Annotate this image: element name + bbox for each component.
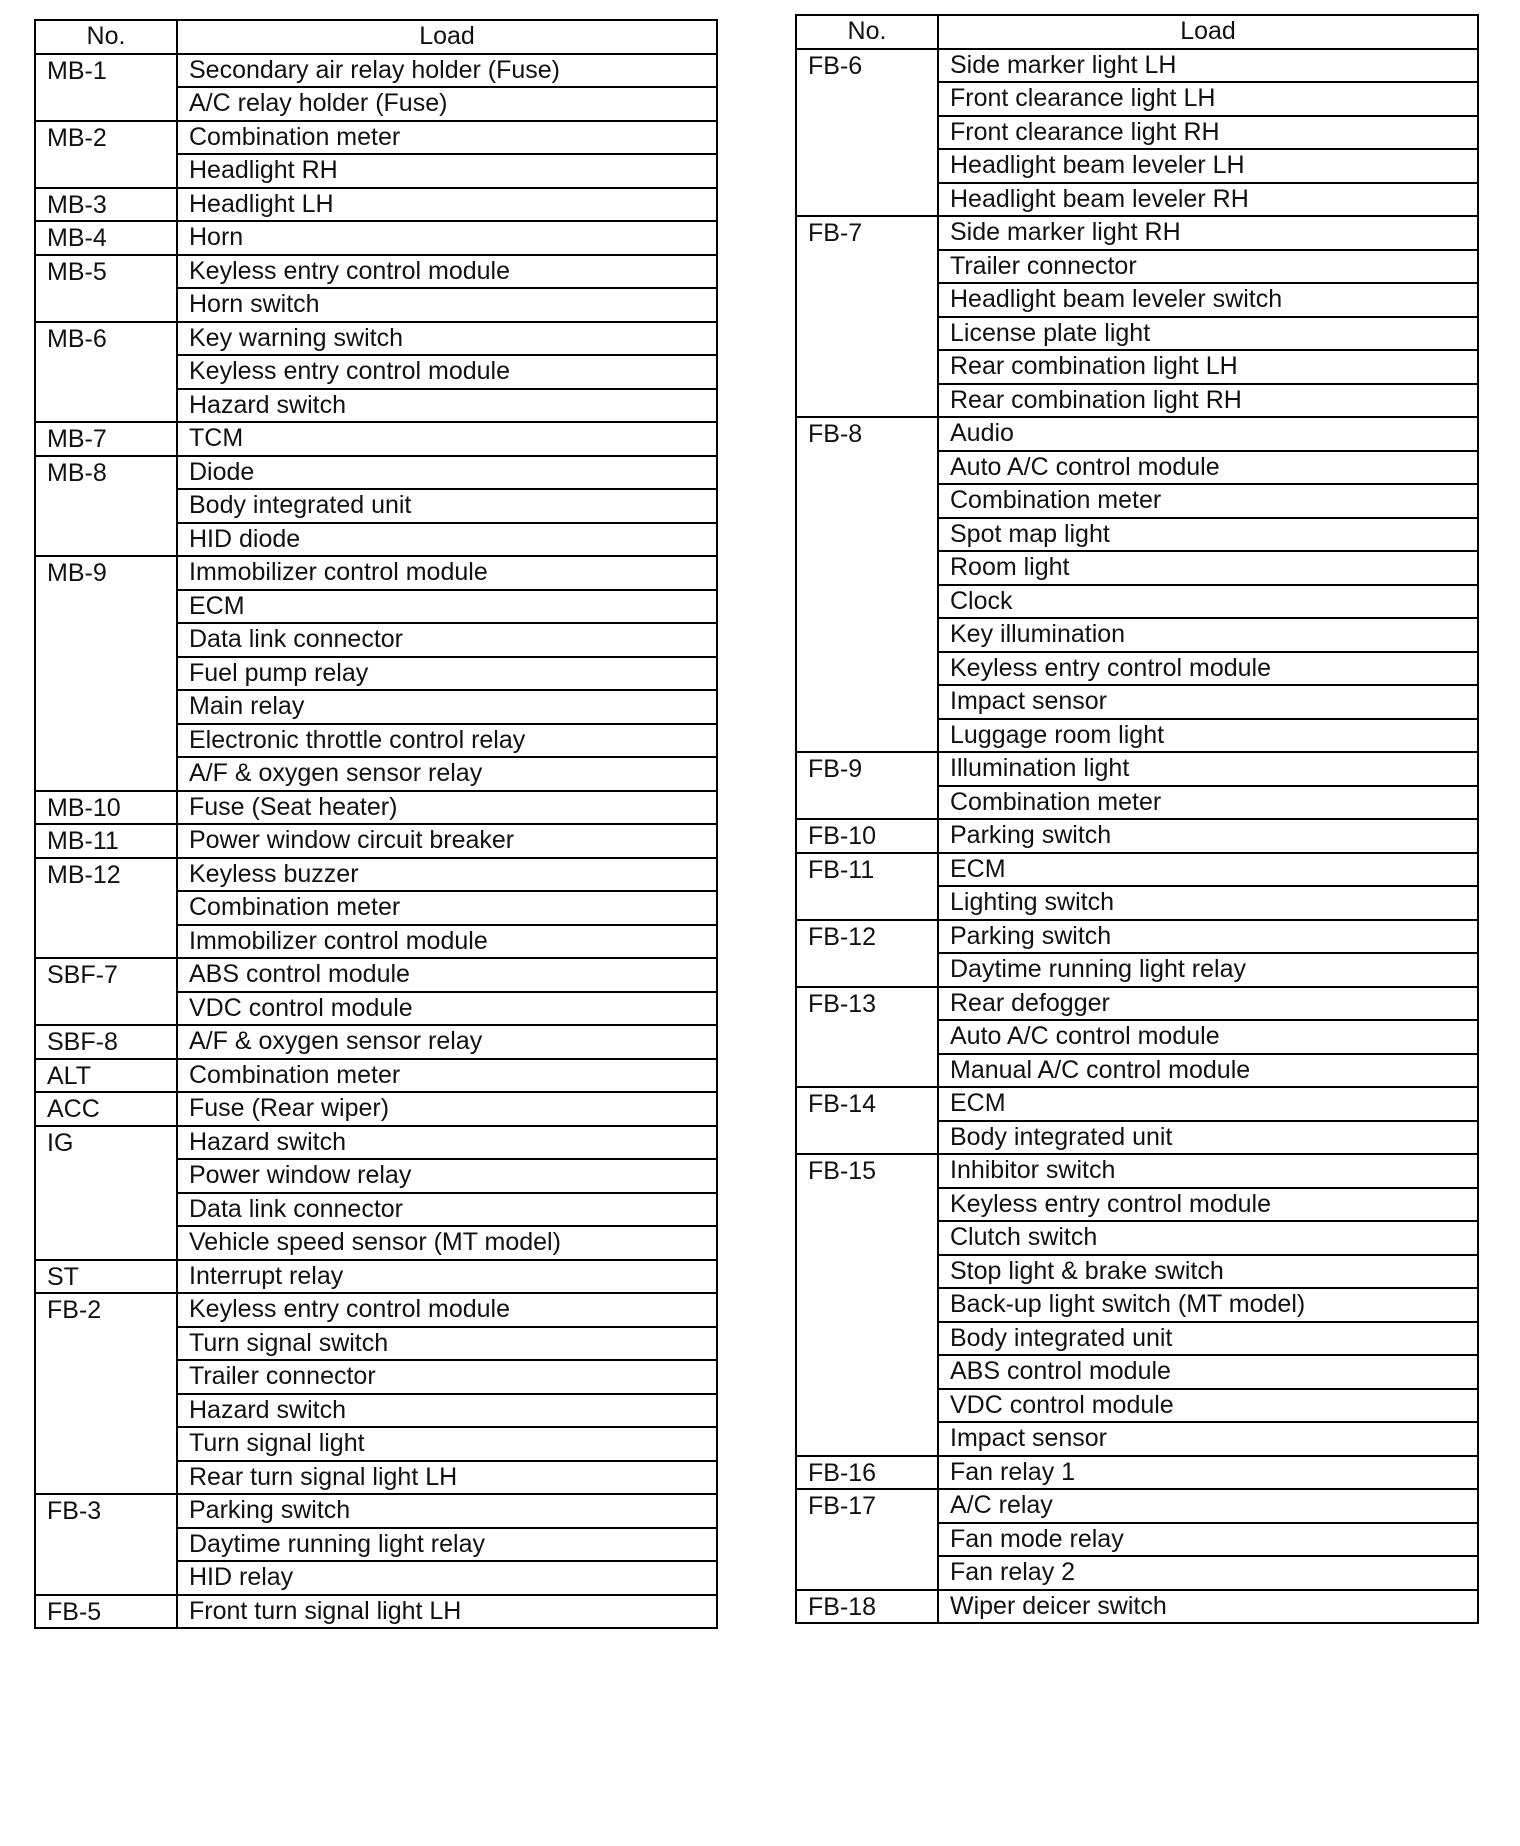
header-no: No. [35, 20, 177, 54]
load-cell: Hazard switch [177, 1394, 717, 1428]
fuse-number-cell: MB-9 [35, 556, 177, 791]
load-cell: Keyless entry control module [177, 1293, 717, 1327]
table-row [35, 791, 717, 825]
table-row [796, 752, 1478, 786]
load-cell: Front clearance light LH [938, 82, 1478, 116]
load-cell: Diode [177, 456, 717, 490]
load-cell: Trailer connector [177, 1360, 717, 1394]
load-cell: Turn signal switch [177, 1327, 717, 1361]
load-cell: Vehicle speed sensor (MT model) [177, 1226, 717, 1260]
load-cell: Impact sensor [938, 1422, 1478, 1456]
table-row [35, 1092, 717, 1126]
header-row [796, 15, 1478, 49]
load-cell: Power window relay [177, 1159, 717, 1193]
table-row [35, 858, 717, 892]
load-cell: Hazard switch [177, 1126, 717, 1160]
table-row [35, 1293, 717, 1327]
fuse-number-cell: MB-10 [35, 791, 177, 825]
load-cell: Fan relay 1 [938, 1456, 1478, 1490]
fuse-number-cell: FB-3 [35, 1494, 177, 1595]
load-cell: Keyless entry control module [177, 255, 717, 289]
load-cell: Inhibitor switch [938, 1154, 1478, 1188]
fuse-number-cell: MB-6 [35, 322, 177, 423]
load-cell: Lighting switch [938, 886, 1478, 920]
load-cell: Fuse (Rear wiper) [177, 1092, 717, 1126]
load-cell: Auto A/C control module [938, 451, 1478, 485]
load-cell: Key warning switch [177, 322, 717, 356]
load-cell: A/F & oxygen sensor relay [177, 757, 717, 791]
fuse-number-cell: FB-7 [796, 216, 938, 417]
load-cell: A/F & oxygen sensor relay [177, 1025, 717, 1059]
load-cell: Clutch switch [938, 1221, 1478, 1255]
table-row [35, 121, 717, 155]
load-cell: Audio [938, 417, 1478, 451]
load-cell: VDC control module [938, 1389, 1478, 1423]
load-cell: Headlight LH [177, 188, 717, 222]
load-cell: License plate light [938, 317, 1478, 351]
load-cell: Manual A/C control module [938, 1054, 1478, 1088]
fuse-load-table-left [34, 19, 718, 1629]
load-cell: Stop light & brake switch [938, 1255, 1478, 1289]
load-cell: Rear combination light RH [938, 384, 1478, 418]
load-cell: Keyless buzzer [177, 858, 717, 892]
load-cell: Power window circuit breaker [177, 824, 717, 858]
load-cell: Parking switch [177, 1494, 717, 1528]
table-row [796, 1087, 1478, 1121]
table-row [796, 49, 1478, 83]
load-cell: Headlight beam leveler LH [938, 149, 1478, 183]
table-row [796, 853, 1478, 887]
fuse-number-cell: FB-16 [796, 1456, 938, 1490]
fuse-number-cell: FB-8 [796, 417, 938, 752]
table-row [35, 1260, 717, 1294]
table-row [35, 1126, 717, 1160]
fuse-number-cell: FB-10 [796, 819, 938, 853]
table-row [35, 188, 717, 222]
table-row [35, 958, 717, 992]
table-row [35, 1059, 717, 1093]
fuse-number-cell: MB-5 [35, 255, 177, 322]
load-cell: Rear defogger [938, 987, 1478, 1021]
fuse-number-cell: MB-2 [35, 121, 177, 188]
load-cell: Spot map light [938, 518, 1478, 552]
header-no: No. [796, 15, 938, 49]
load-cell: Key illumination [938, 618, 1478, 652]
fuse-number-cell: MB-12 [35, 858, 177, 959]
load-cell: Headlight RH [177, 154, 717, 188]
load-cell: Wiper deicer switch [938, 1590, 1478, 1624]
table-row [796, 1590, 1478, 1624]
table-row [796, 216, 1478, 250]
fuse-number-cell: ALT [35, 1059, 177, 1093]
load-cell: Interrupt relay [177, 1260, 717, 1294]
load-cell: TCM [177, 422, 717, 456]
table-row [35, 54, 717, 88]
load-cell: Immobilizer control module [177, 556, 717, 590]
table-row [35, 1494, 717, 1528]
load-cell: A/C relay holder (Fuse) [177, 87, 717, 121]
load-cell: Data link connector [177, 1193, 717, 1227]
fuse-number-cell: FB-11 [796, 853, 938, 920]
table-row [35, 1595, 717, 1629]
fuse-number-cell: MB-4 [35, 221, 177, 255]
load-cell: Parking switch [938, 819, 1478, 853]
table-row [796, 1489, 1478, 1523]
load-cell: HID relay [177, 1561, 717, 1595]
load-cell: Combination meter [177, 891, 717, 925]
load-cell: Secondary air relay holder (Fuse) [177, 54, 717, 88]
load-cell: Body integrated unit [177, 489, 717, 523]
fuse-number-cell: FB-9 [796, 752, 938, 819]
load-cell: Parking switch [938, 920, 1478, 954]
load-cell: Front turn signal light LH [177, 1595, 717, 1629]
load-cell: Headlight beam leveler RH [938, 183, 1478, 217]
load-cell: Side marker light LH [938, 49, 1478, 83]
load-cell: Main relay [177, 690, 717, 724]
fuse-number-cell: FB-14 [796, 1087, 938, 1154]
load-cell: ECM [938, 853, 1478, 887]
load-cell: Daytime running light relay [177, 1528, 717, 1562]
load-cell: Combination meter [177, 121, 717, 155]
load-cell: Combination meter [938, 484, 1478, 518]
load-cell: Immobilizer control module [177, 925, 717, 959]
load-cell: Fan mode relay [938, 1523, 1478, 1557]
table-row [35, 422, 717, 456]
load-cell: Fuel pump relay [177, 657, 717, 691]
load-cell: Keyless entry control module [938, 1188, 1478, 1222]
table-row [35, 322, 717, 356]
load-cell: Clock [938, 585, 1478, 619]
fuse-number-cell: FB-6 [796, 49, 938, 217]
load-cell: HID diode [177, 523, 717, 557]
fuse-number-cell: FB-18 [796, 1590, 938, 1624]
fuse-number-cell: ST [35, 1260, 177, 1294]
load-cell: ECM [177, 590, 717, 624]
fuse-number-cell: SBF-8 [35, 1025, 177, 1059]
load-cell: Luggage room light [938, 719, 1478, 753]
fuse-number-cell: MB-3 [35, 188, 177, 222]
fuse-number-cell: FB-17 [796, 1489, 938, 1590]
load-cell: Room light [938, 551, 1478, 585]
load-cell: VDC control module [177, 992, 717, 1026]
fuse-number-cell: MB-1 [35, 54, 177, 121]
load-cell: Fuse (Seat heater) [177, 791, 717, 825]
table-row [796, 920, 1478, 954]
header-load: Load [177, 20, 717, 54]
table-row [35, 221, 717, 255]
load-cell: Side marker light RH [938, 216, 1478, 250]
fuse-number-cell: FB-12 [796, 920, 938, 987]
table-row [796, 819, 1478, 853]
load-cell: Headlight beam leveler switch [938, 283, 1478, 317]
fuse-load-table-right [795, 14, 1479, 1624]
load-cell: Rear combination light LH [938, 350, 1478, 384]
load-cell: Front clearance light RH [938, 116, 1478, 150]
load-cell: ABS control module [177, 958, 717, 992]
fuse-number-cell: FB-13 [796, 987, 938, 1088]
fuse-number-cell: MB-7 [35, 422, 177, 456]
table-row [796, 987, 1478, 1021]
header-row [35, 20, 717, 54]
load-cell: Body integrated unit [938, 1121, 1478, 1155]
fuse-number-cell: FB-2 [35, 1293, 177, 1494]
header-load: Load [938, 15, 1478, 49]
load-cell: Keyless entry control module [938, 652, 1478, 686]
load-cell: ECM [938, 1087, 1478, 1121]
load-cell: Impact sensor [938, 685, 1478, 719]
load-cell: Illumination light [938, 752, 1478, 786]
load-cell: Horn [177, 221, 717, 255]
fuse-number-cell: FB-15 [796, 1154, 938, 1456]
table-row [796, 417, 1478, 451]
load-cell: Keyless entry control module [177, 355, 717, 389]
load-cell: Hazard switch [177, 389, 717, 423]
fuse-number-cell: ACC [35, 1092, 177, 1126]
table-row [35, 456, 717, 490]
fuse-number-cell: MB-8 [35, 456, 177, 557]
table-row [796, 1154, 1478, 1188]
load-cell: Data link connector [177, 623, 717, 657]
load-cell: Turn signal light [177, 1427, 717, 1461]
table-row [35, 1025, 717, 1059]
load-cell: Daytime running light relay [938, 953, 1478, 987]
load-cell: Rear turn signal light LH [177, 1461, 717, 1495]
fuse-number-cell: SBF-7 [35, 958, 177, 1025]
load-cell: Combination meter [938, 786, 1478, 820]
load-cell: Trailer connector [938, 250, 1478, 284]
load-cell: A/C relay [938, 1489, 1478, 1523]
fuse-number-cell: MB-11 [35, 824, 177, 858]
table-row [35, 556, 717, 590]
load-cell: Combination meter [177, 1059, 717, 1093]
load-cell: Horn switch [177, 288, 717, 322]
load-cell: Back-up light switch (MT model) [938, 1288, 1478, 1322]
table-row [35, 255, 717, 289]
fuse-number-cell: IG [35, 1126, 177, 1260]
fuse-number-cell: FB-5 [35, 1595, 177, 1629]
table-row [35, 824, 717, 858]
table-row [796, 1456, 1478, 1490]
load-cell: Electronic throttle control relay [177, 724, 717, 758]
load-cell: Body integrated unit [938, 1322, 1478, 1356]
load-cell: Fan relay 2 [938, 1556, 1478, 1590]
load-cell: Auto A/C control module [938, 1020, 1478, 1054]
load-cell: ABS control module [938, 1355, 1478, 1389]
